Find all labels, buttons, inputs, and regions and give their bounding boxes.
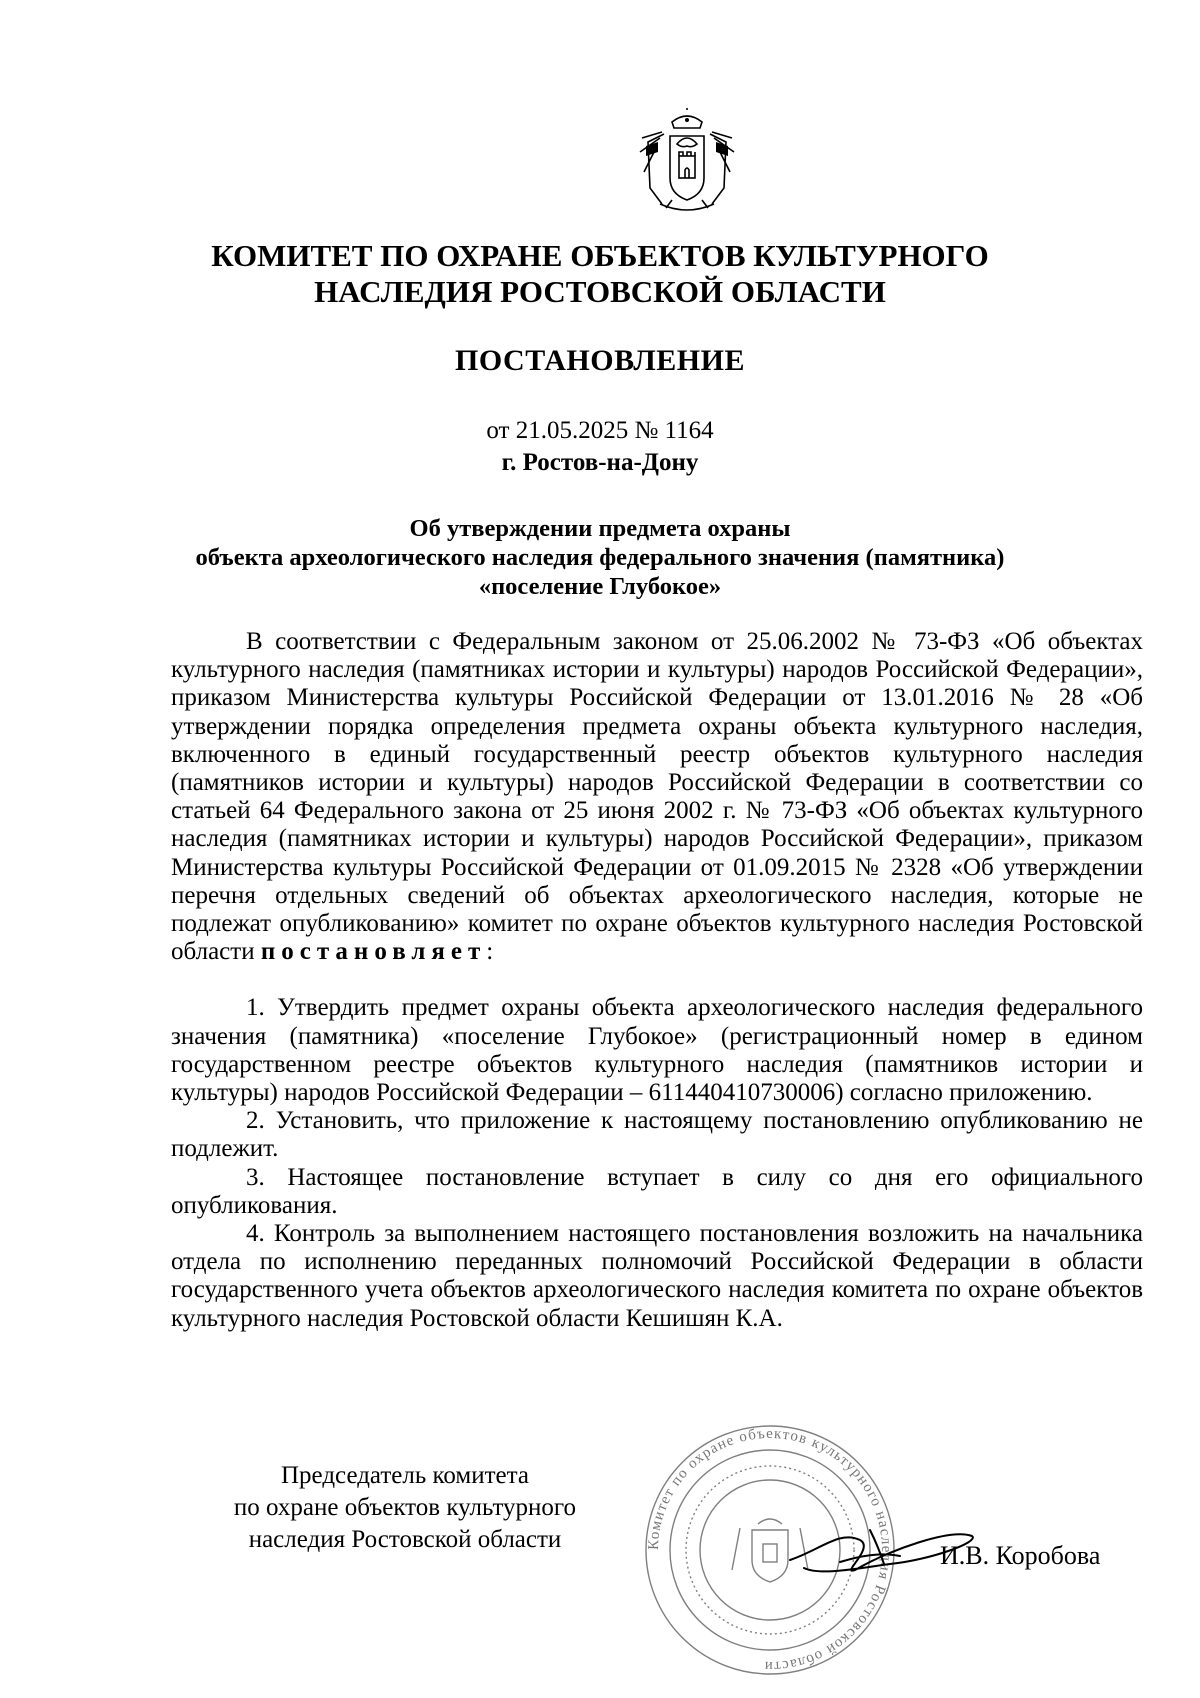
signer-position-line2: по охране объектов культурного: [233, 1494, 577, 1521]
signer-position: [180, 1460, 630, 1556]
subject-line3: «поселение Глубокое»: [478, 573, 722, 600]
decree-word: постановляет: [260, 938, 487, 966]
document-date-number: от 21.05.2025 № 1164: [486, 417, 714, 444]
coat-of-arms-icon: [632, 108, 742, 218]
document-subject: [100, 514, 1100, 601]
document-city: г. Ростов-на-Дону: [501, 449, 699, 476]
item-2: 2. Установить, что приложение к настоящему постановлению опубликованию не подлежит.: [171, 1107, 1143, 1163]
issuer-name-line1: КОМИТЕТ ПО ОХРАНЕ ОБЪЕКТОВ КУЛЬТУРНОГО: [211, 238, 989, 273]
preamble-text: В соответствии с Федеральным законом от 25.06.2002 № 73-ФЗ «Об объектах культурного наследия (памятниках истории и культуры) народов Российской Федерации», приказом Министерства культуры Российской Федерации от 13.01.2016 № 28 «Об утверждении порядка определения предмета охраны объекта культурного наследия, включенного в единый государственный реестр объектов культурного наследия (памятников истории и культуры) народов Российской Федерации в соответствии со статьей 64 Федерального закона от 25 июня 2002 г. № 73-ФЗ «Об объектах культурного наследия (памятниках истории и культуры) народов Российской Федерации», приказом Министерства культуры Российской Федерации от 01.09.2015 № 2328 «Об утверждении перечня отдельных сведений об объектах археологического наследия, которые не подлежат опубликованию» комитет по охране объектов культурного наследия Ростовской области: [171, 628, 1143, 966]
signer-position-line1: Председатель комитета: [281, 1462, 529, 1489]
signer-position-line3: наследия Ростовской области: [248, 1526, 562, 1553]
document-body: [171, 628, 1143, 1333]
item-1: 1. Утвердить предмет охраны объекта археологического наследия федерального значения (памятника) «поселение Глубокое» (регистрационный номер в едином государственном реестре объектов культурного наследия (памятников истории и культуры) народов Российской Федерации – 611440410730006) согласно приложению.: [171, 994, 1143, 1107]
preamble-paragraph: [171, 628, 1143, 966]
preamble-ending: :: [486, 938, 494, 966]
document-type: ПОСТАНОВЛЕНИЕ: [455, 344, 745, 377]
subject-line2: объекта археологического наследия федерального значения (памятника): [195, 544, 1005, 571]
signer-name: И.В. Коробова: [940, 1541, 1101, 1570]
issuer-name-line2: НАСЛЕДИЯ РОСТОВСКОЙ ОБЛАСТИ: [314, 274, 886, 309]
item-3: 3. Настоящее постановление вступает в силу со дня его официального опубликования.: [171, 1163, 1143, 1219]
item-4: 4. Контроль за выполнением настоящего постановления возложить на начальника отдела по исполнению переданных полномочий Российской Федерации в области государственного учета объектов археологического наследия комитета по охране объектов культурного наследия Ростовской области Кешишян К.А.: [171, 1220, 1143, 1332]
seal-text: Комитет по охране объектов культурного наследия Ростовской области: [645, 1425, 895, 1675]
issuer-name: [100, 238, 1100, 310]
subject-line1: Об утверждении предмета охраны: [409, 515, 791, 542]
